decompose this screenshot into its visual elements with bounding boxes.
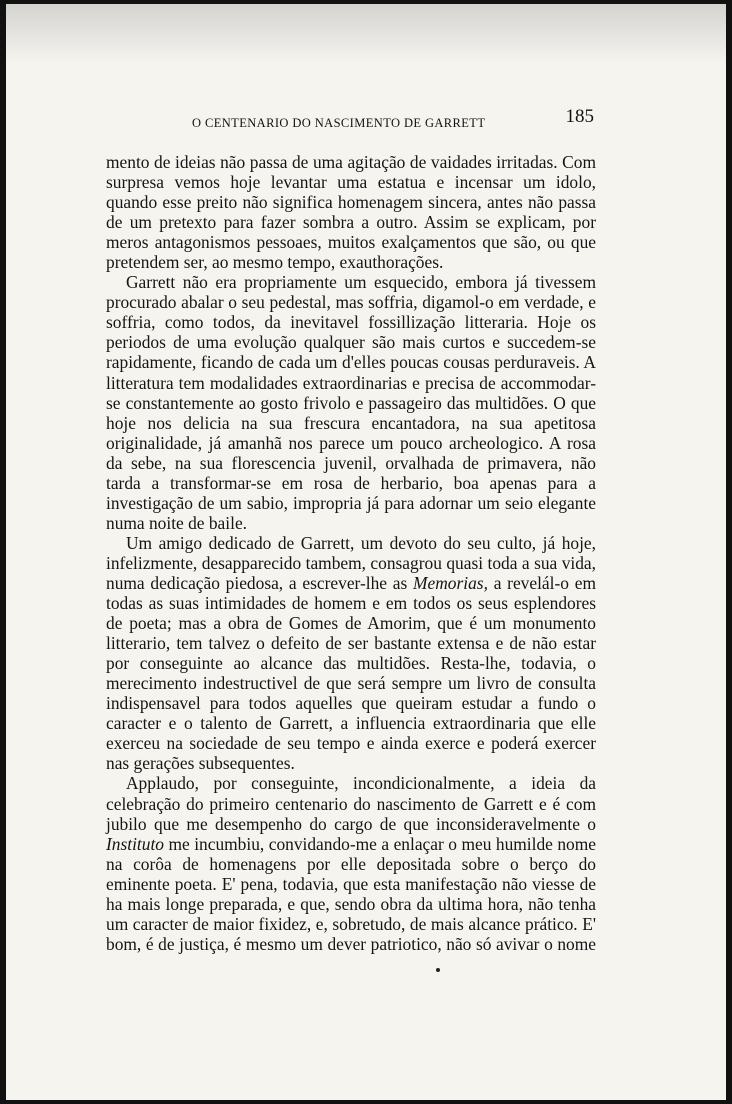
paragraph-4: [106, 773, 596, 953]
page-header: [106, 106, 596, 136]
paragraph-2: Garrett não era propriamente um esquecido, embora já tivessem procurado abalar o seu pedestal, mas soffria, digamol-o em verdade, e soffria, como todos, da inevitavel fossillização litteraria. Hoje os periodos de uma evolução qualquer são mais curtos e succedem-se rapidamente, ficando de cada um d'elles poucas cousas perduraveis. A litteratura tem modalidades extraordinarias e precisa de accommodar-se constantemente ao gosto frivolo e passageiro das multidões. O que hoje nos delicia na sua frescura encantadora, na sua apetitosa originalidade, já amanhã nos parece um pouco archeologico. A rosa da sebe, na sua florescencia juvenil, orvalhada de primavera, não tarda a transformar-se em rosa de herbario, boa apenas para a investigação de um sabio, impropria já para adornar um seio elegante numa noite de baile.: [106, 272, 596, 533]
paragraph-4-part-2: me incumbiu, convidando-me a enlaçar o meu humilde nome na corôa de homenagens por elle depositada sobre o berço do eminente poeta. E' pena, todavia, que esta manifestação não viesse de ha mais longe preparada, e que, sendo obra da ultima hora, não tenha um caracter de maior fixidez, e, sobretudo, de mais alcance prático. E' bom, é de justiça, é mesmo um dever patriotico, não só avivar o nome: [106, 833, 596, 954]
book-page: [6, 4, 726, 1100]
memorias-title: Memorias,: [413, 572, 488, 593]
page-number: 185: [565, 106, 594, 127]
paragraph-3: [106, 533, 596, 774]
paragraph-3-part-1: Um amigo dedicado de Garrett, um devoto do seu culto, já hoje, infelizmente, desapparecido tambem, consagrou quasi toda a sua vida, numa dedicação piedosa, a escrever-lhe as: [106, 532, 596, 593]
body-text: [106, 152, 596, 954]
instituto-name: Instituto: [106, 833, 164, 854]
running-title: O CENTENARIO DO NASCIMENTO DE GARRETT: [192, 116, 486, 130]
ink-speck: [436, 968, 440, 972]
paragraph-4-part-1: Applaudo, por conseguinte, incondicionalmente, a ideia da celebração do primeiro centenario do nascimento de Garrett e é com jubilo que me desempenho do cargo de que inconsideravelmente o: [106, 773, 596, 834]
paragraph-3-part-2: a revelál-o em todas as suas intimidades de homem e em todos os seus esplendores de poeta; mas a obra de Gomes de Amorim, que é um monumento litterario, tem talvez o defeito de ser bastante extensa e de não estar por conseguinte ao alcance das multidões. Resta-lhe, todavia, o merecimento indestructivel de que será sempre um livro de consulta indispensavel para todos aquelles que queiram estudar a fundo o caracter e o talento de Garrett, a influencia extraordinaria que elle exerceu na sociedade de seu tempo e ainda exerce e poderá exercer nas gerações subsequentes.: [106, 572, 596, 774]
paragraph-1: mento de ideias não passa de uma agitação de vaidades irritadas. Com surpresa vemos hoje levantar uma estatua e incensar um idolo, quando esse preito não significa homenagem sincera, antes não passa de um pretexto para fazer sombra a outro. Assim se explicam, por meros antagonismos pessoaes, muitos exalçamentos que são, ou que pretendem ser, ao mesmo tempo, exauthorações.: [106, 152, 596, 273]
